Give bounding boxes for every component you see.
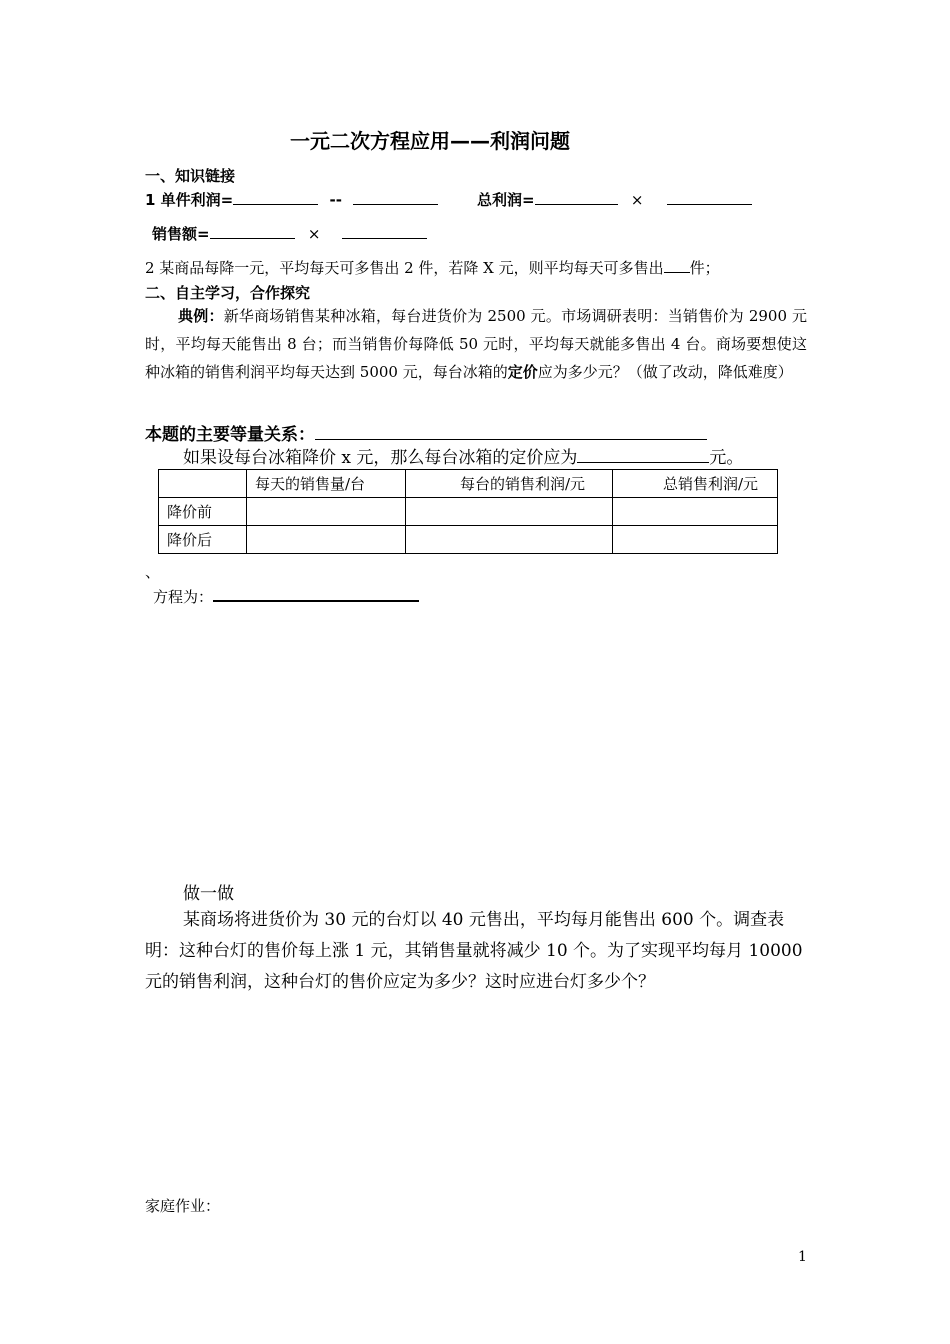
setup-line [183,443,743,468]
example-text-end: 应为多少元？（做了改动，降低难度） [537,363,793,381]
minus-sign: -- [329,191,342,209]
sales-amount-label: 销售额= [152,225,210,243]
setup-text: 如果设每台冰箱降价 x 元，那么每台冰箱的定价应为 [183,448,578,468]
unit-profit-label: 1 单件利润= [145,191,234,209]
equation-label: 方程为： [153,588,214,606]
table-row [159,498,778,526]
practice-heading: 做一做 [183,884,234,904]
blank-field [664,257,690,273]
equation-line [153,585,419,607]
homework-label: 家庭作业： [145,1197,221,1215]
formula-line-2 [152,223,427,244]
blank-field [210,223,295,239]
blank-field [577,445,709,463]
blank-field [535,189,618,205]
table-cell: 降价前 [159,498,247,526]
times-sign: × [307,225,321,243]
table-cell [613,498,778,526]
section-heading-knowledge: 一、知识链接 [145,167,236,185]
blank-field [353,189,438,205]
blank-field [315,422,707,440]
question-line-2 [145,257,720,278]
blank-field [667,189,752,205]
table-cell [247,526,406,554]
question-text: 2 某商品每降一元，平均每天可多售出 2 件，若降 X 元，则平均每天可多售出 [145,259,664,277]
table-cell [406,498,613,526]
relation-line [145,420,707,445]
example-emphasis: 定价 [507,363,538,381]
example-label: 典例： [178,307,224,325]
table-header-cell [159,470,247,498]
total-profit-line [477,189,752,210]
setup-unit: 元。 [709,448,744,468]
example-paragraph [145,302,807,386]
section-heading-explore: 二、自主学习，合作探究 [145,284,311,302]
practice-paragraph: 某商场将进货价为 30 元的台灯以 40 元售出，平均每月能售出 600 个。调查表明：这种台灯的售价每上涨 1 元，其销售量就将减少 10 个。为了实现平均每月 10000 元的销售利润，这种台灯的售价应定为多少？这时应进台灯多少个？ [145,910,803,992]
table-cell: 降价后 [159,526,247,554]
page-title: 一元二次方程应用——利润问题 [290,129,570,153]
formula-line-1 [145,189,438,210]
blank-field [233,189,318,205]
table-row [159,526,778,554]
total-profit-label: 总利润= [477,191,535,209]
stray-mark: 、 [145,563,161,581]
page-number: 1 [798,1249,807,1265]
blank-field [342,223,427,239]
table-header-cell: 每天的销售量/台 [247,470,406,498]
table-header-cell: 每台的销售利润/元 [406,470,613,498]
relation-label: 本题的主要等量关系： [145,425,315,445]
table-header-row [159,470,778,498]
sales-table [158,469,778,554]
example-text: 新华商场销售某种冰箱，每台进货价为 2500 元。市场调研表明：当销售价为 2900 元时，平均每天能售出 8 台；而当销售价每降低 50 元时，平均每天就能多售出 4 台。商场要想使这种冰箱的销售利润平均每天达到 5000 元，每台冰箱的 [145,307,807,381]
table-cell [613,526,778,554]
table-header-cell: 总销售利润/元 [613,470,778,498]
blank-field [213,585,419,602]
table-cell [406,526,613,554]
question-suffix: 件； [689,259,720,277]
times-sign: × [630,191,644,209]
table-cell [247,498,406,526]
